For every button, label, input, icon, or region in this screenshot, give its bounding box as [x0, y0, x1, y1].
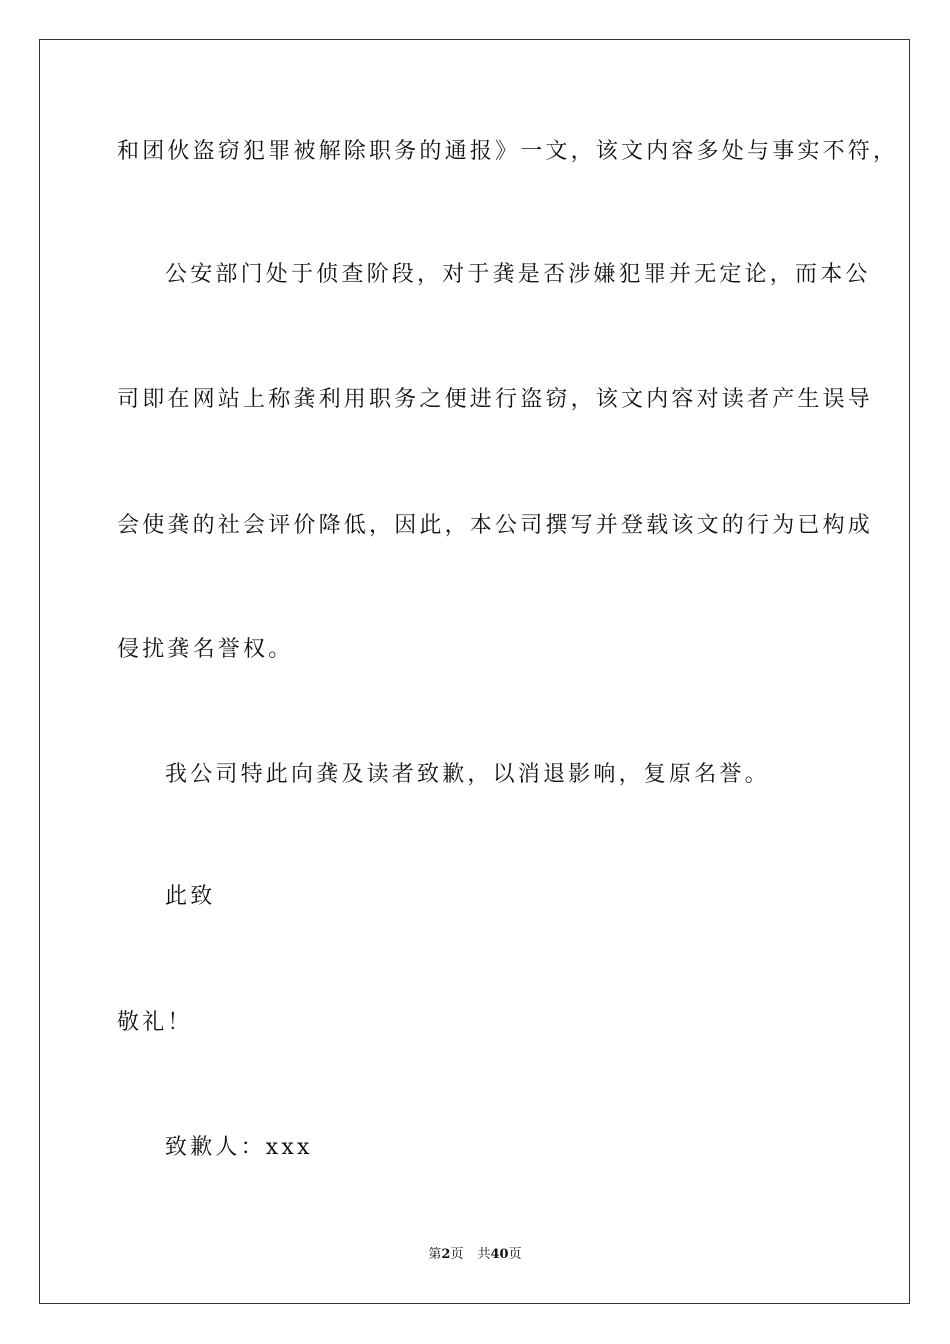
body-line-4: 会使龚的社会评价降低，因此，本公司撰写并登载该文的行为已构成 — [117, 513, 874, 538]
page-suffix: 页 — [450, 1247, 464, 1262]
body-line-1: 和团伙盗窃犯罪被解除职务的通报》一文，该文内容多处与事实不符， — [117, 139, 899, 164]
body-line-3: 司即在网站上称龚利用职务之便进行盗窃，该文内容对读者产生误导 — [117, 387, 874, 412]
body-line-5: 侵扰龚名誉权。 — [117, 637, 294, 662]
page-prefix: 第 — [428, 1247, 442, 1262]
total-suffix: 页 — [508, 1247, 522, 1262]
body-line-6: 我公司特此向龚及读者致歉，以消退影响，复原名誉。 — [165, 762, 770, 787]
closing-regards: 敬礼！ — [117, 1010, 193, 1035]
body-line-2: 公安部门处于侦查阶段，对于龚是否涉嫌犯罪并无定论，而本公 — [165, 262, 871, 287]
page-frame — [39, 39, 910, 1304]
total-prefix: 共 — [477, 1247, 491, 1262]
total-pages: 40 — [490, 1247, 509, 1262]
closing-salutation: 此致 — [165, 884, 216, 909]
page-footer — [0, 1246, 950, 1264]
page-number: 2 — [441, 1247, 451, 1262]
signature-line: 致歉人：xxx — [165, 1135, 313, 1160]
